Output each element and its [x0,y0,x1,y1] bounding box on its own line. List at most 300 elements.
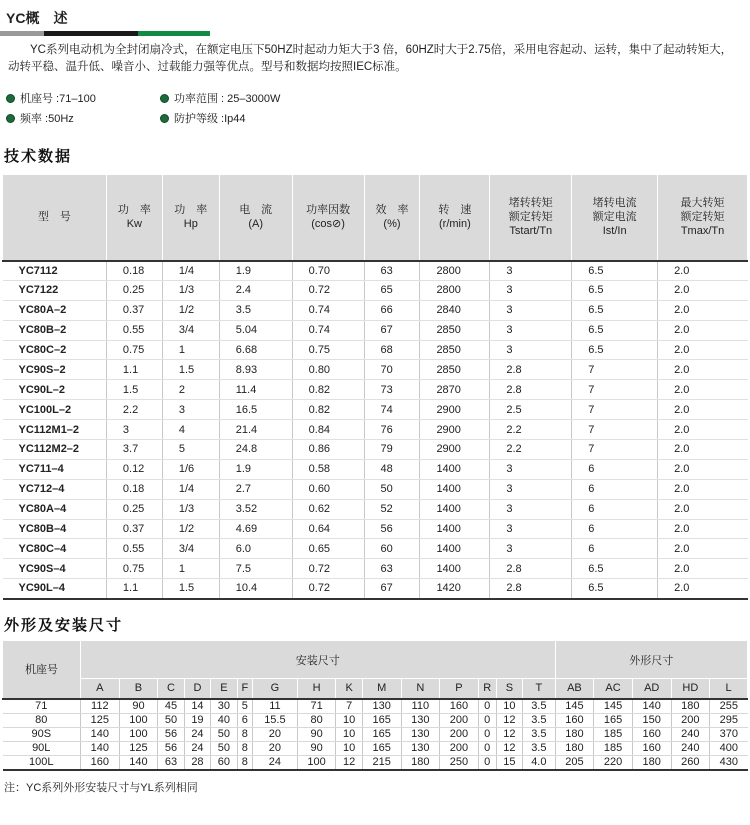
header-power-hp: 功 率 Hp [162,175,219,261]
table-cell: 2.0 [658,519,748,539]
table-cell: 10 [496,699,522,714]
table-cell: 2.0 [658,300,748,320]
header-max-torque: 最大转矩 额定转矩 Tmax/Tn [658,175,748,261]
table-cell: 2.2 [490,440,572,460]
table-cell: 2.0 [658,539,748,559]
table-cell: 2.2 [106,400,162,420]
table-cell: 2800 [420,261,490,281]
dims-col-header: G [253,679,298,699]
cell-model: YC80A–2 [3,300,107,320]
table-cell: 200 [440,741,479,755]
tech-data-table [2,174,748,600]
header-install-dims: 安装尺寸 [81,641,556,679]
table-cell: 24 [184,727,210,741]
header-current: 电 流 (A) [219,175,292,261]
table-cell: 6.5 [572,261,658,281]
table-cell: 56 [158,741,184,755]
table-cell: 1.1 [106,579,162,599]
table-cell: 3 [490,340,572,360]
table-cell: 6 [572,479,658,499]
table-cell: 7 [572,360,658,380]
table-cell: 1.1 [106,360,162,380]
table-cell: 1/6 [162,459,219,479]
table-cell: 130 [362,699,401,714]
cell-model: YC90L–4 [3,579,107,599]
table-cell: 0.72 [292,559,364,579]
table-cell: 63 [364,261,420,281]
table-cell: 56 [364,519,420,539]
table-row [3,440,748,460]
table-cell: 68 [364,340,420,360]
table-cell: 15 [496,755,522,770]
table-cell: 1/4 [162,479,219,499]
table-cell: 2.2 [490,420,572,440]
table-cell: 200 [440,713,479,727]
table-cell: 6.5 [572,340,658,360]
header-model: 型 号 [3,175,107,261]
table-cell: 140 [632,699,671,714]
table-cell: 73 [364,380,420,400]
table-cell: 10 [336,741,362,755]
table-row [3,261,748,281]
table-cell: 165 [362,713,401,727]
dims-col-header: E [211,679,237,699]
table-cell: 10 [336,713,362,727]
cell-model: YC7112 [3,261,107,281]
table-cell: 1400 [420,539,490,559]
table-cell: 0.25 [106,280,162,300]
table-cell: 100 [119,727,158,741]
table-cell: 8.93 [219,360,292,380]
table-cell: 255 [710,699,748,714]
table-row [3,559,748,579]
table-cell: 160 [81,755,120,770]
table-cell: 6 [572,519,658,539]
table-cell: 24.8 [219,440,292,460]
table-cell: 2.0 [658,459,748,479]
dims-col-header: L [710,679,748,699]
table-cell: 71 [297,699,336,714]
table-cell: 2.0 [658,360,748,380]
table-cell: 76 [364,420,420,440]
table-cell: 185 [594,727,633,741]
table-cell: 0.80 [292,360,364,380]
section-title-bar [0,6,210,36]
table-cell: 1/4 [162,261,219,281]
header-speed: 转 速 (r/min) [420,175,490,261]
table-row [3,699,748,714]
table-cell: 2.0 [658,479,748,499]
table-cell: 50 [211,741,237,755]
table-cell: 3.52 [219,499,292,519]
header-efficiency: 效 率 (%) [364,175,420,261]
table-cell: 160 [440,699,479,714]
table-cell: 15.5 [253,713,298,727]
bullet-dot-icon [160,94,169,103]
table-cell: 3 [490,499,572,519]
table-row [3,320,748,340]
table-cell: 0.25 [106,499,162,519]
bullet-dot-icon [6,94,15,103]
table-cell: 80 [297,713,336,727]
table-row [3,519,748,539]
table-cell: 145 [594,699,633,714]
table-cell: 7 [572,440,658,460]
table-cell: 0 [478,755,496,770]
table-row [3,459,748,479]
table-cell: 63 [364,559,420,579]
dims-col-header: S [496,679,522,699]
table-cell: 67 [364,320,420,340]
table-cell: 11 [253,699,298,714]
table-cell: 0.70 [292,261,364,281]
table-cell: 2900 [420,400,490,420]
table-cell: 63 [158,755,184,770]
table-cell: 74 [364,400,420,420]
table-cell: 0.18 [106,479,162,499]
cell-model: YC712–4 [3,479,107,499]
dims-col-header: AD [632,679,671,699]
table-cell: 6 [572,459,658,479]
table-cell: 3 [490,479,572,499]
table-cell: 3 [490,280,572,300]
table-cell: 4.0 [523,755,556,770]
spec-frequency-text: 频率 :50Hz [20,113,74,125]
table-cell: 40 [211,713,237,727]
table-cell: 145 [555,699,594,714]
table-row [3,499,748,519]
table-cell: 48 [364,459,420,479]
table-cell: 295 [710,713,748,727]
dims-col-header: F [237,679,252,699]
table-cell: 0.18 [106,261,162,281]
table-cell: 130 [401,741,440,755]
table-cell: 6.68 [219,340,292,360]
table-cell: 1400 [420,519,490,539]
table-cell: 0 [478,699,496,714]
table-cell: 125 [81,713,120,727]
table-cell: 7 [572,400,658,420]
table-cell: 1.5 [162,579,219,599]
table-cell: 5 [237,699,252,714]
table-cell: 140 [119,755,158,770]
tech-header-row [3,175,748,261]
table-cell: 1 [162,340,219,360]
table-cell: 0.74 [292,300,364,320]
table-cell: 1.5 [106,380,162,400]
table-cell: 5.04 [219,320,292,340]
table-cell: 56 [158,727,184,741]
table-cell: 2.0 [658,420,748,440]
table-cell: 125 [119,741,158,755]
spec-frame [6,90,96,106]
table-row [3,579,748,599]
table-cell: 8 [237,727,252,741]
table-cell: 12 [336,755,362,770]
table-cell: 2900 [420,440,490,460]
table-cell: 6.5 [572,320,658,340]
table-cell: 8 [237,741,252,755]
table-cell: 100 [119,713,158,727]
table-cell: 6.5 [572,579,658,599]
table-cell: 1400 [420,459,490,479]
table-cell: 1/3 [162,499,219,519]
table-cell: 2.8 [490,360,572,380]
table-cell: 10.4 [219,579,292,599]
table-cell: 165 [362,727,401,741]
table-cell: 79 [364,440,420,460]
cell-model: YC80B–2 [3,320,107,340]
header-locked-current: 堵转电流 额定电流 Ist/In [572,175,658,261]
table-cell: 2900 [420,420,490,440]
table-cell: 6.5 [572,300,658,320]
table-row [3,741,748,755]
spec-protection-text: 防护等级 :Ip44 [174,113,246,125]
footnote: 注：YC系列外形安装尺寸与YL系列相同 [4,782,198,794]
table-cell: 12 [496,727,522,741]
table-cell: 2.8 [490,579,572,599]
title-underline-black [44,31,138,36]
table-cell: 20 [253,741,298,755]
table-cell: 140 [81,727,120,741]
table-cell: 2.0 [658,320,748,340]
table-cell: 3.5 [219,300,292,320]
dimensions-heading: 外形及安装尺寸 [4,617,124,634]
cell-frame: 80 [3,713,81,727]
table-cell: 8 [237,755,252,770]
table-cell: 19 [184,713,210,727]
table-cell: 3 [490,261,572,281]
table-cell: 70 [364,360,420,380]
table-cell: 12 [496,713,522,727]
table-cell: 6.5 [572,559,658,579]
table-cell: 3.5 [523,727,556,741]
table-row [3,280,748,300]
dims-column-header-row [3,679,748,699]
table-cell: 2.8 [490,559,572,579]
spec-frame-text: 机座号 :71–100 [20,93,96,105]
table-row [3,340,748,360]
table-cell: 1/3 [162,280,219,300]
table-cell: 2800 [420,280,490,300]
table-cell: 2.0 [658,400,748,420]
table-cell: 50 [211,727,237,741]
spec-frequency [6,110,74,126]
table-cell: 3 [490,519,572,539]
table-cell: 0.65 [292,539,364,559]
table-cell: 160 [632,741,671,755]
table-cell: 3/4 [162,320,219,340]
table-cell: 0 [478,713,496,727]
table-cell: 2.5 [490,400,572,420]
dims-col-header: P [440,679,479,699]
table-cell: 215 [362,755,401,770]
header-frame-size: 机座号 [3,641,81,699]
table-cell: 0.86 [292,440,364,460]
table-cell: 180 [555,727,594,741]
table-cell: 7.5 [219,559,292,579]
table-cell: 0.37 [106,519,162,539]
table-cell: 12 [496,741,522,755]
dims-col-header: HD [671,679,710,699]
table-cell: 50 [158,713,184,727]
table-cell: 112 [81,699,120,714]
table-cell: 100 [297,755,336,770]
table-cell: 0.64 [292,519,364,539]
cell-model: YC7122 [3,280,107,300]
cell-model: YC100L–2 [3,400,107,420]
table-cell: 180 [555,741,594,755]
dimensions-table [2,640,748,771]
title-underline-gray [0,31,44,36]
table-cell: 3 [490,300,572,320]
table-cell: 2.0 [658,280,748,300]
table-cell: 0.82 [292,380,364,400]
table-cell: 3 [162,400,219,420]
table-cell: 4 [162,420,219,440]
dims-col-header: B [119,679,158,699]
table-cell: 160 [555,713,594,727]
table-cell: 5 [162,440,219,460]
table-cell: 0 [478,727,496,741]
table-cell: 24 [184,741,210,755]
table-cell: 1.9 [219,459,292,479]
cell-model: YC711–4 [3,459,107,479]
table-cell: 28 [184,755,210,770]
table-cell: 10 [336,727,362,741]
dims-col-header: T [523,679,556,699]
table-cell: 3 [106,420,162,440]
cell-model: YC90S–2 [3,360,107,380]
table-cell: 7 [336,699,362,714]
table-cell: 180 [401,755,440,770]
table-cell: 140 [81,741,120,755]
table-cell: 260 [671,755,710,770]
table-cell: 1400 [420,499,490,519]
table-row [3,400,748,420]
dims-col-header: N [401,679,440,699]
table-cell: 60 [211,755,237,770]
table-cell: 1/2 [162,300,219,320]
table-cell: 0.75 [106,559,162,579]
table-cell: 45 [158,699,184,714]
table-row [3,360,748,380]
cell-model: YC80C–4 [3,539,107,559]
spec-power [160,90,280,106]
table-cell: 2.4 [219,280,292,300]
table-cell: 400 [710,741,748,755]
table-cell: 2.8 [490,380,572,400]
table-cell: 1400 [420,479,490,499]
table-cell: 0.72 [292,280,364,300]
header-power-factor: 功率因数 (cos⊘) [292,175,364,261]
table-cell: 130 [401,713,440,727]
table-cell: 2850 [420,360,490,380]
table-cell: 2.7 [219,479,292,499]
table-cell: 21.4 [219,420,292,440]
table-cell: 205 [555,755,594,770]
table-cell: 67 [364,579,420,599]
table-cell: 66 [364,300,420,320]
dims-col-header: K [336,679,362,699]
table-cell: 200 [440,727,479,741]
cell-model: YC90S–4 [3,559,107,579]
cell-model: YC80A–4 [3,499,107,519]
table-cell: 1.5 [162,360,219,380]
table-row [3,479,748,499]
table-cell: 52 [364,499,420,519]
table-cell: 60 [364,539,420,559]
table-cell: 3 [490,459,572,479]
cell-model: YC90L–2 [3,380,107,400]
cell-model: YC112M1–2 [3,420,107,440]
table-cell: 160 [632,727,671,741]
table-cell: 2 [162,380,219,400]
table-cell: 2.0 [658,261,748,281]
table-cell: 0.75 [292,340,364,360]
table-row [3,420,748,440]
dims-group-header-row [3,641,748,679]
table-cell: 6 [237,713,252,727]
table-row [3,755,748,770]
table-cell: 65 [364,280,420,300]
table-cell: 0.37 [106,300,162,320]
table-row [3,713,748,727]
table-row [3,727,748,741]
table-cell: 3.7 [106,440,162,460]
bullet-dot-icon [6,114,15,123]
dims-col-header: H [297,679,336,699]
table-cell: 180 [632,755,671,770]
table-cell: 50 [364,479,420,499]
table-cell: 11.4 [219,380,292,400]
table-cell: 1420 [420,579,490,599]
table-cell: 90 [297,741,336,755]
table-cell: 0.58 [292,459,364,479]
table-cell: 2850 [420,340,490,360]
table-cell: 2.0 [658,559,748,579]
table-cell: 0.82 [292,400,364,420]
table-cell: 150 [632,713,671,727]
spec-power-text: 功率范围 : 25–3000W [174,93,281,105]
header-locked-torque: 堵转转矩 额定转矩 Tstart/Tn [490,175,572,261]
cell-model: YC112M2–2 [3,440,107,460]
table-cell: 90 [297,727,336,741]
table-cell: 3 [490,320,572,340]
table-cell: 6 [572,539,658,559]
table-cell: 1 [162,559,219,579]
table-cell: 3.5 [523,713,556,727]
dims-col-header: M [362,679,401,699]
table-cell: 14 [184,699,210,714]
table-cell: 165 [362,741,401,755]
table-cell: 0.74 [292,320,364,340]
table-cell: 0 [478,741,496,755]
cell-model: YC80B–4 [3,519,107,539]
cell-frame: 90L [3,741,81,755]
header-power-kw: 功 率 Kw [106,175,162,261]
table-cell: 0.55 [106,539,162,559]
table-cell: 6.0 [219,539,292,559]
table-cell: 165 [594,713,633,727]
table-cell: 3.5 [523,741,556,755]
page-title: YC概 述 [6,10,68,26]
table-cell: 2.0 [658,579,748,599]
dims-col-header: R [478,679,496,699]
cell-frame: 90S [3,727,81,741]
table-cell: 2850 [420,320,490,340]
table-cell: 2.0 [658,380,748,400]
